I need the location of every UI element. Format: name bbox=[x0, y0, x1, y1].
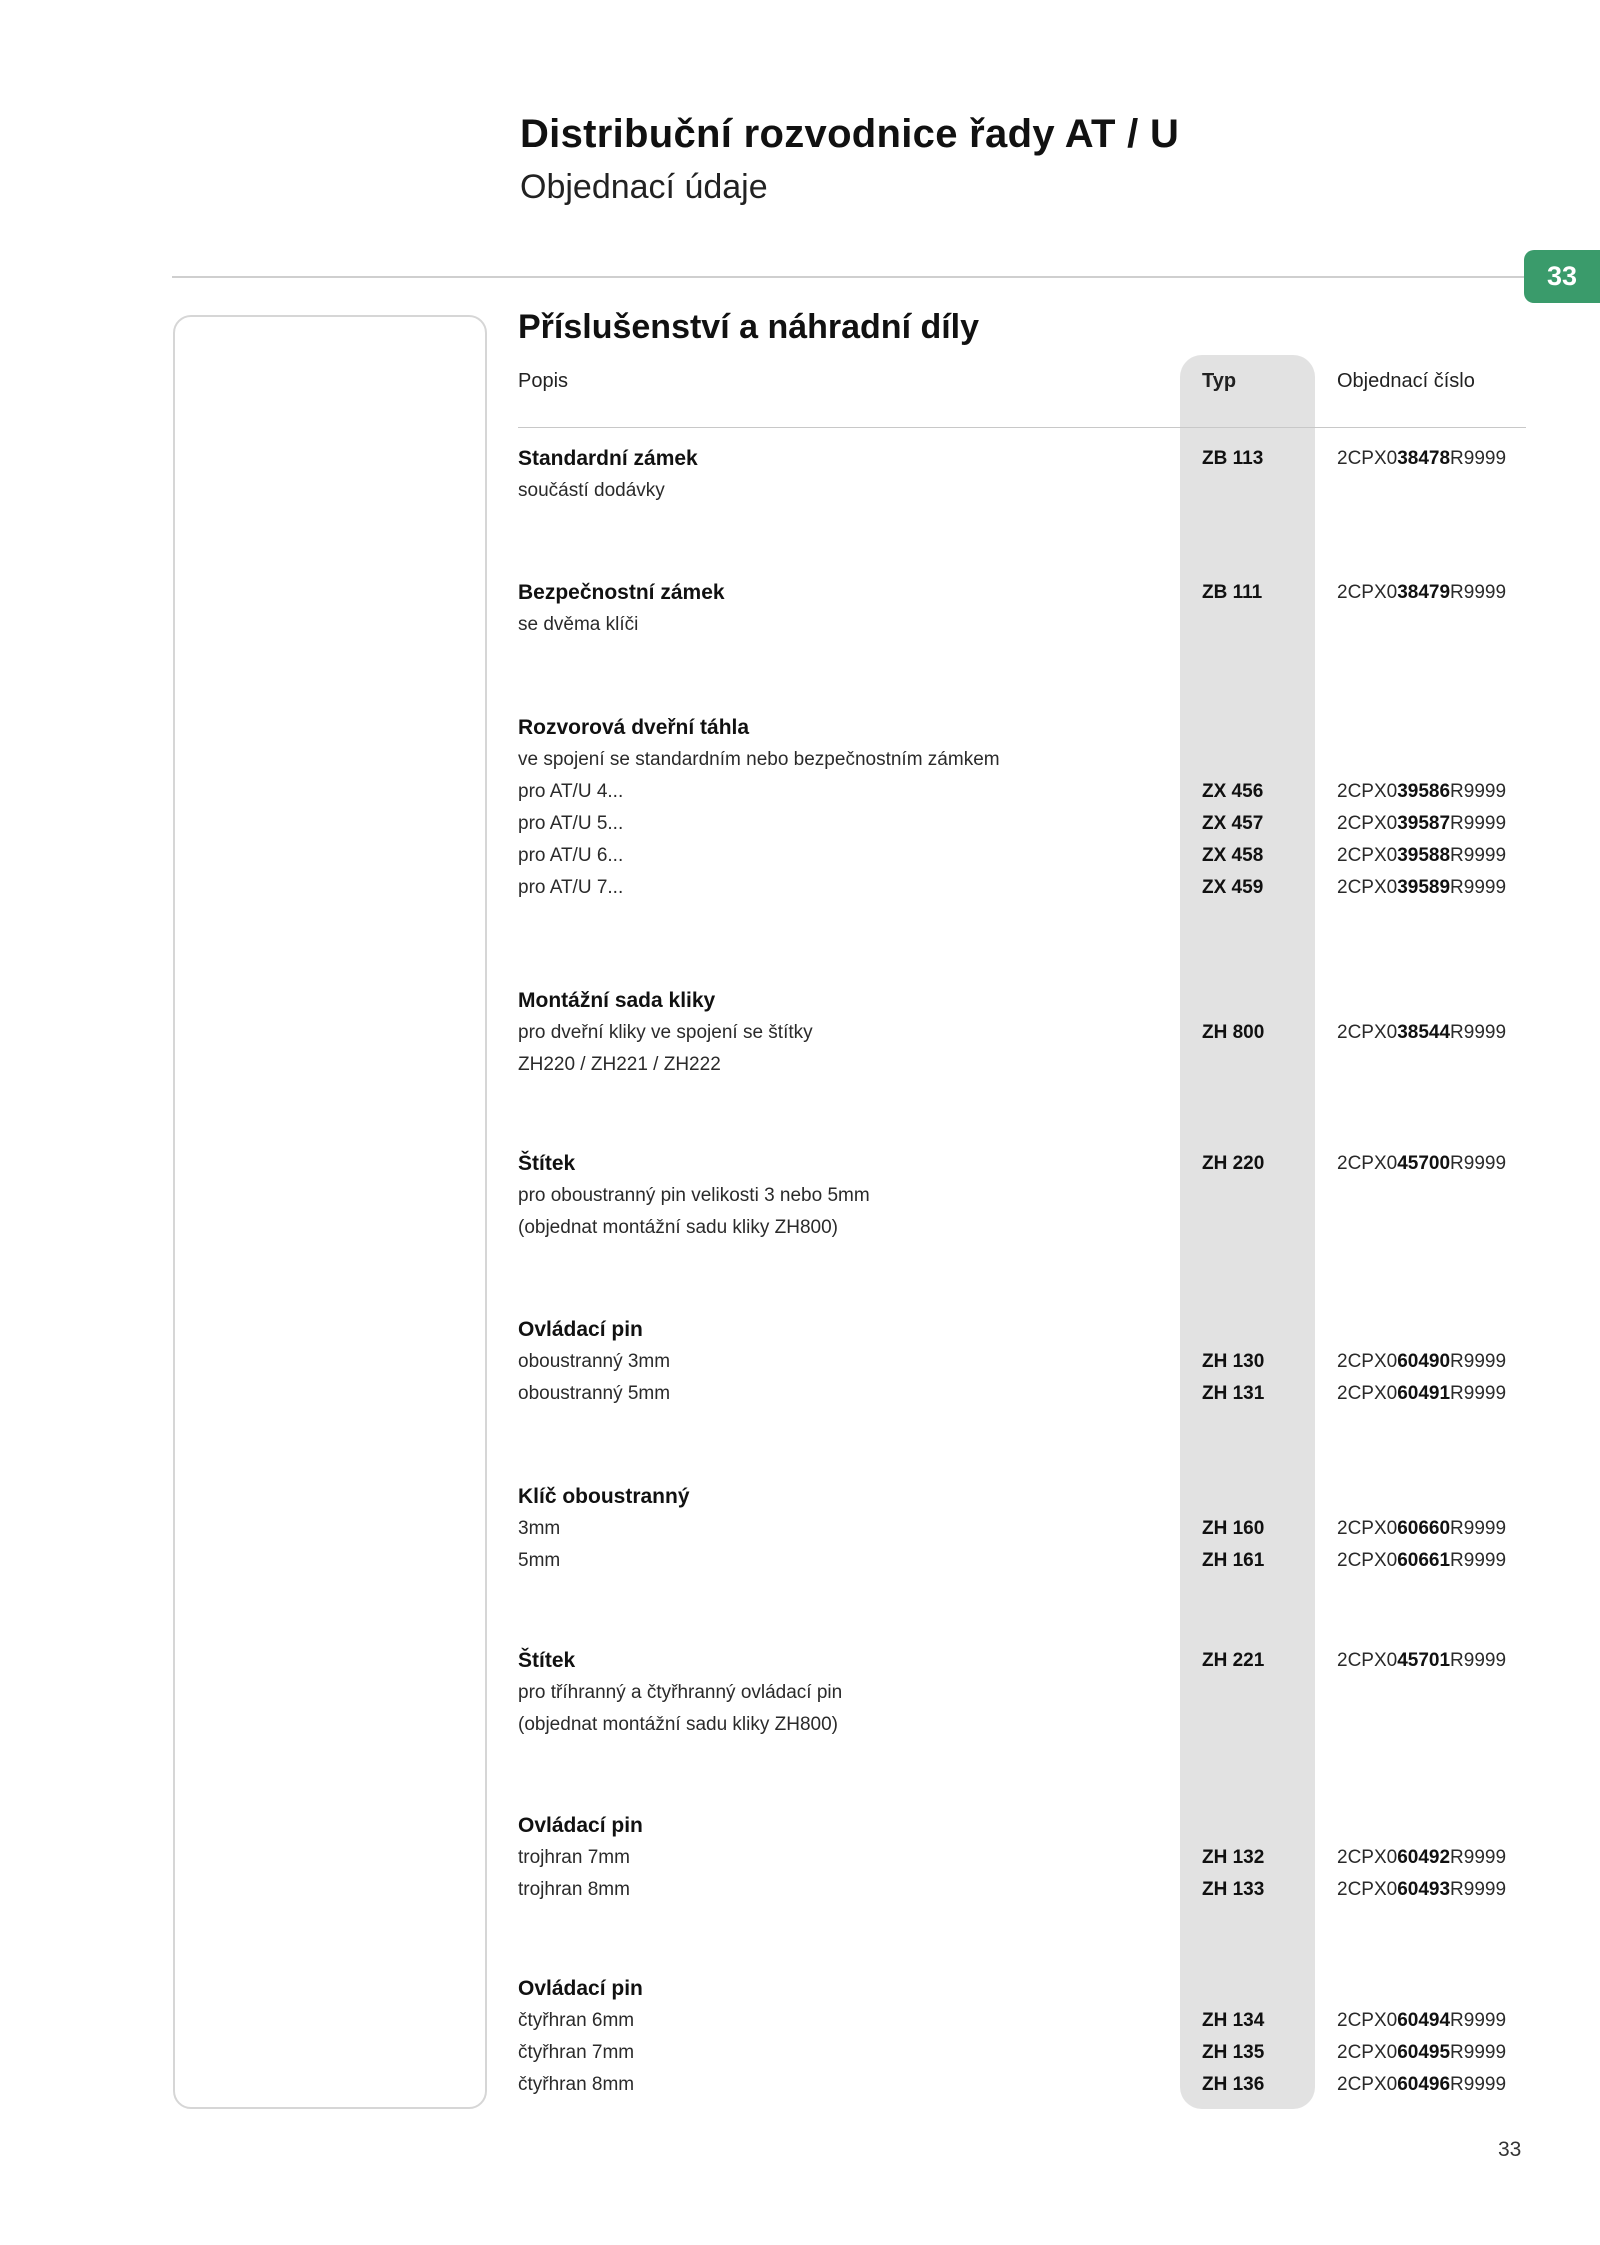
item-title: Ovládací pin bbox=[518, 1318, 643, 1341]
order-number-core: 60493 bbox=[1397, 1879, 1451, 1900]
item-type-code: ZH 133 bbox=[1202, 1879, 1265, 1900]
item-detail-row bbox=[0, 1049, 1600, 1081]
item-title: Klíč oboustranný bbox=[518, 1485, 690, 1508]
item-description: pro AT/U 7... bbox=[518, 877, 624, 898]
item-description: pro oboustranný pin velikosti 3 nebo 5mm bbox=[518, 1185, 870, 1206]
order-number bbox=[1337, 443, 1506, 475]
item-detail-row bbox=[0, 1017, 1600, 1049]
item-type-code: ZH 135 bbox=[1202, 2042, 1265, 2063]
order-number-suffix: R9999 bbox=[1450, 845, 1507, 866]
order-number-core: 60495 bbox=[1397, 2042, 1451, 2063]
item-title: Ovládací pin bbox=[518, 1977, 643, 2000]
item-detail-row bbox=[0, 1677, 1600, 1709]
item-title-row bbox=[0, 1481, 1600, 1513]
order-number-suffix: R9999 bbox=[1450, 582, 1507, 603]
item-description: ve spojení se standardním nebo bezpečnostním zámkem bbox=[518, 749, 1000, 770]
item-detail-row bbox=[0, 2005, 1600, 2037]
item-detail-row bbox=[0, 1513, 1600, 1545]
item-title: Montážní sada kliky bbox=[518, 989, 716, 1012]
order-number bbox=[1337, 2069, 1506, 2101]
page-number: 33 bbox=[1498, 2138, 1522, 2161]
item-description: čtyřhran 7mm bbox=[518, 2042, 635, 2063]
order-number-core: 60661 bbox=[1397, 1550, 1451, 1571]
order-number-core: 38479 bbox=[1397, 582, 1451, 603]
order-number-core: 38478 bbox=[1397, 448, 1451, 469]
item-type-code: ZH 160 bbox=[1202, 1518, 1265, 1539]
order-number-prefix: 2CPX0 bbox=[1337, 877, 1398, 898]
item-type-code: ZX 457 bbox=[1202, 813, 1264, 834]
order-number-core: 60660 bbox=[1397, 1518, 1451, 1539]
order-number-suffix: R9999 bbox=[1450, 1518, 1507, 1539]
item-description: se dvěma klíči bbox=[518, 614, 639, 635]
item-title-row bbox=[0, 985, 1600, 1017]
order-number-core: 45701 bbox=[1397, 1650, 1451, 1671]
order-number bbox=[1337, 840, 1506, 872]
item-description: pro tříhranný a čtyřhranný ovládací pin bbox=[518, 1682, 843, 1703]
item-detail-row bbox=[0, 776, 1600, 808]
item-detail-row bbox=[0, 840, 1600, 872]
order-number bbox=[1337, 1545, 1506, 1577]
order-number-suffix: R9999 bbox=[1450, 1022, 1507, 1043]
item-description: (objednat montážní sadu kliky ZH800) bbox=[518, 1217, 838, 1238]
item-title-row bbox=[0, 1148, 1600, 1180]
item-description: pro dveřní kliky ve spojení se štítky bbox=[518, 1022, 813, 1043]
order-number-suffix: R9999 bbox=[1450, 2042, 1507, 2063]
item-detail-row bbox=[0, 1709, 1600, 1741]
order-number bbox=[1337, 808, 1506, 840]
order-number-suffix: R9999 bbox=[1450, 1847, 1507, 1868]
item-detail-row bbox=[0, 1212, 1600, 1244]
order-number-suffix: R9999 bbox=[1450, 1650, 1507, 1671]
order-number-suffix: R9999 bbox=[1450, 877, 1507, 898]
item-description: 5mm bbox=[518, 1550, 561, 1571]
order-number-suffix: R9999 bbox=[1450, 1879, 1507, 1900]
order-number-core: 60494 bbox=[1397, 2010, 1451, 2031]
item-description: (objednat montážní sadu kliky ZH800) bbox=[518, 1714, 838, 1735]
item-title: Bezpečnostní zámek bbox=[518, 581, 725, 604]
order-number-prefix: 2CPX0 bbox=[1337, 448, 1398, 469]
item-description: trojhran 7mm bbox=[518, 1847, 630, 1868]
order-number bbox=[1337, 1874, 1506, 1906]
item-description: pro AT/U 6... bbox=[518, 845, 624, 866]
order-number-suffix: R9999 bbox=[1450, 1383, 1507, 1404]
item-description: 3mm bbox=[518, 1518, 561, 1539]
order-number-core: 60490 bbox=[1397, 1351, 1451, 1372]
item-type-code: ZH 134 bbox=[1202, 2010, 1265, 2031]
item-description: oboustranný 5mm bbox=[518, 1383, 671, 1404]
order-number-prefix: 2CPX0 bbox=[1337, 1153, 1398, 1174]
order-number bbox=[1337, 2005, 1506, 2037]
page-subtitle: Objednací údaje bbox=[520, 168, 768, 206]
item-title: Ovládací pin bbox=[518, 1814, 643, 1837]
item-detail-row bbox=[0, 1180, 1600, 1212]
order-number-prefix: 2CPX0 bbox=[1337, 2010, 1398, 2031]
item-type-code: ZH 131 bbox=[1202, 1383, 1265, 1404]
item-detail-row bbox=[0, 1346, 1600, 1378]
order-number bbox=[1337, 1378, 1506, 1410]
item-title-row bbox=[0, 1645, 1600, 1677]
page-title: Distribuční rozvodnice řady AT / U bbox=[520, 112, 1180, 156]
order-number bbox=[1337, 2037, 1506, 2069]
order-number-core: 60492 bbox=[1397, 1847, 1451, 1868]
item-description: oboustranný 3mm bbox=[518, 1351, 671, 1372]
order-number-core: 39588 bbox=[1397, 845, 1451, 866]
item-detail-row bbox=[0, 1842, 1600, 1874]
order-number-core: 39586 bbox=[1397, 781, 1451, 802]
order-number bbox=[1337, 872, 1506, 904]
order-number-prefix: 2CPX0 bbox=[1337, 1351, 1398, 1372]
order-number-prefix: 2CPX0 bbox=[1337, 845, 1398, 866]
item-type-code: ZH 220 bbox=[1202, 1153, 1265, 1174]
order-number bbox=[1337, 1513, 1506, 1545]
item-title-row bbox=[0, 712, 1600, 744]
item-title-row bbox=[0, 577, 1600, 609]
item-type-code: ZH 130 bbox=[1202, 1351, 1265, 1372]
order-number-suffix: R9999 bbox=[1450, 813, 1507, 834]
item-detail-row bbox=[0, 872, 1600, 904]
order-number-prefix: 2CPX0 bbox=[1337, 781, 1398, 802]
item-type-code: ZH 221 bbox=[1202, 1650, 1265, 1671]
item-type-code: ZX 459 bbox=[1202, 877, 1264, 898]
item-detail-row bbox=[0, 475, 1600, 507]
item-title-row bbox=[0, 1973, 1600, 2005]
item-detail-row bbox=[0, 1874, 1600, 1906]
item-detail-row bbox=[0, 1545, 1600, 1577]
order-number-core: 39589 bbox=[1397, 877, 1451, 898]
item-description: pro AT/U 5... bbox=[518, 813, 624, 834]
item-title: Štítek bbox=[518, 1649, 576, 1672]
item-description: trojhran 8mm bbox=[518, 1879, 630, 1900]
item-detail-row bbox=[0, 2069, 1600, 2101]
item-type-code: ZH 132 bbox=[1202, 1847, 1265, 1868]
item-detail-row bbox=[0, 2037, 1600, 2069]
order-number bbox=[1337, 1645, 1506, 1677]
order-number-core: 60496 bbox=[1397, 2074, 1451, 2095]
order-number-prefix: 2CPX0 bbox=[1337, 2074, 1398, 2095]
order-number-prefix: 2CPX0 bbox=[1337, 2042, 1398, 2063]
item-description: čtyřhran 6mm bbox=[518, 2010, 635, 2031]
order-number-prefix: 2CPX0 bbox=[1337, 1650, 1398, 1671]
item-type-code: ZX 458 bbox=[1202, 845, 1264, 866]
order-number-core: 39587 bbox=[1397, 813, 1451, 834]
order-number-suffix: R9999 bbox=[1450, 1351, 1507, 1372]
order-number-suffix: R9999 bbox=[1450, 2010, 1507, 2031]
item-description: ZH220 / ZH221 / ZH222 bbox=[518, 1054, 721, 1075]
column-header-objednaci-cislo: Objednací číslo bbox=[1337, 370, 1475, 392]
section-title: Příslušenství a náhradní díly bbox=[518, 308, 980, 346]
item-detail-row bbox=[0, 808, 1600, 840]
item-detail-row bbox=[0, 609, 1600, 641]
column-header-popis: Popis bbox=[518, 370, 569, 392]
item-type-code: ZH 136 bbox=[1202, 2074, 1265, 2095]
order-number-suffix: R9999 bbox=[1450, 448, 1507, 469]
order-number bbox=[1337, 1148, 1506, 1180]
item-type-code: ZX 456 bbox=[1202, 781, 1264, 802]
order-number-suffix: R9999 bbox=[1450, 2074, 1507, 2095]
item-title: Štítek bbox=[518, 1152, 576, 1175]
order-number-core: 38544 bbox=[1397, 1022, 1451, 1043]
page-tab: 33 bbox=[1524, 250, 1600, 303]
order-number bbox=[1337, 1842, 1506, 1874]
item-type-code: ZH 161 bbox=[1202, 1550, 1265, 1571]
order-number-prefix: 2CPX0 bbox=[1337, 1022, 1398, 1043]
item-description: pro AT/U 4... bbox=[518, 781, 624, 802]
item-title-row bbox=[0, 443, 1600, 475]
order-number-prefix: 2CPX0 bbox=[1337, 582, 1398, 603]
order-number-prefix: 2CPX0 bbox=[1337, 1550, 1398, 1571]
item-type-code: ZH 800 bbox=[1202, 1022, 1265, 1043]
item-title-row bbox=[0, 1810, 1600, 1842]
order-number bbox=[1337, 1017, 1506, 1049]
order-number bbox=[1337, 577, 1506, 609]
order-number-prefix: 2CPX0 bbox=[1337, 813, 1398, 834]
order-number-core: 45700 bbox=[1397, 1153, 1451, 1174]
item-type-code: ZB 113 bbox=[1202, 448, 1264, 469]
item-title: Standardní zámek bbox=[518, 447, 698, 470]
order-number-prefix: 2CPX0 bbox=[1337, 1879, 1398, 1900]
column-header-typ: Typ bbox=[1202, 370, 1237, 392]
item-title: Rozvorová dveřní táhla bbox=[518, 716, 750, 739]
order-number-prefix: 2CPX0 bbox=[1337, 1518, 1398, 1539]
item-description: součástí dodávky bbox=[518, 480, 665, 501]
order-number-suffix: R9999 bbox=[1450, 1153, 1507, 1174]
order-number-suffix: R9999 bbox=[1450, 1550, 1507, 1571]
order-number bbox=[1337, 1346, 1506, 1378]
order-number bbox=[1337, 776, 1506, 808]
item-detail-row bbox=[0, 744, 1600, 776]
item-description: čtyřhran 8mm bbox=[518, 2074, 635, 2095]
order-number-prefix: 2CPX0 bbox=[1337, 1847, 1398, 1868]
item-type-code: ZB 111 bbox=[1202, 582, 1263, 603]
order-number-prefix: 2CPX0 bbox=[1337, 1383, 1398, 1404]
item-title-row bbox=[0, 1314, 1600, 1346]
order-number-core: 60491 bbox=[1397, 1383, 1451, 1404]
order-number-suffix: R9999 bbox=[1450, 781, 1507, 802]
item-detail-row bbox=[0, 1378, 1600, 1410]
